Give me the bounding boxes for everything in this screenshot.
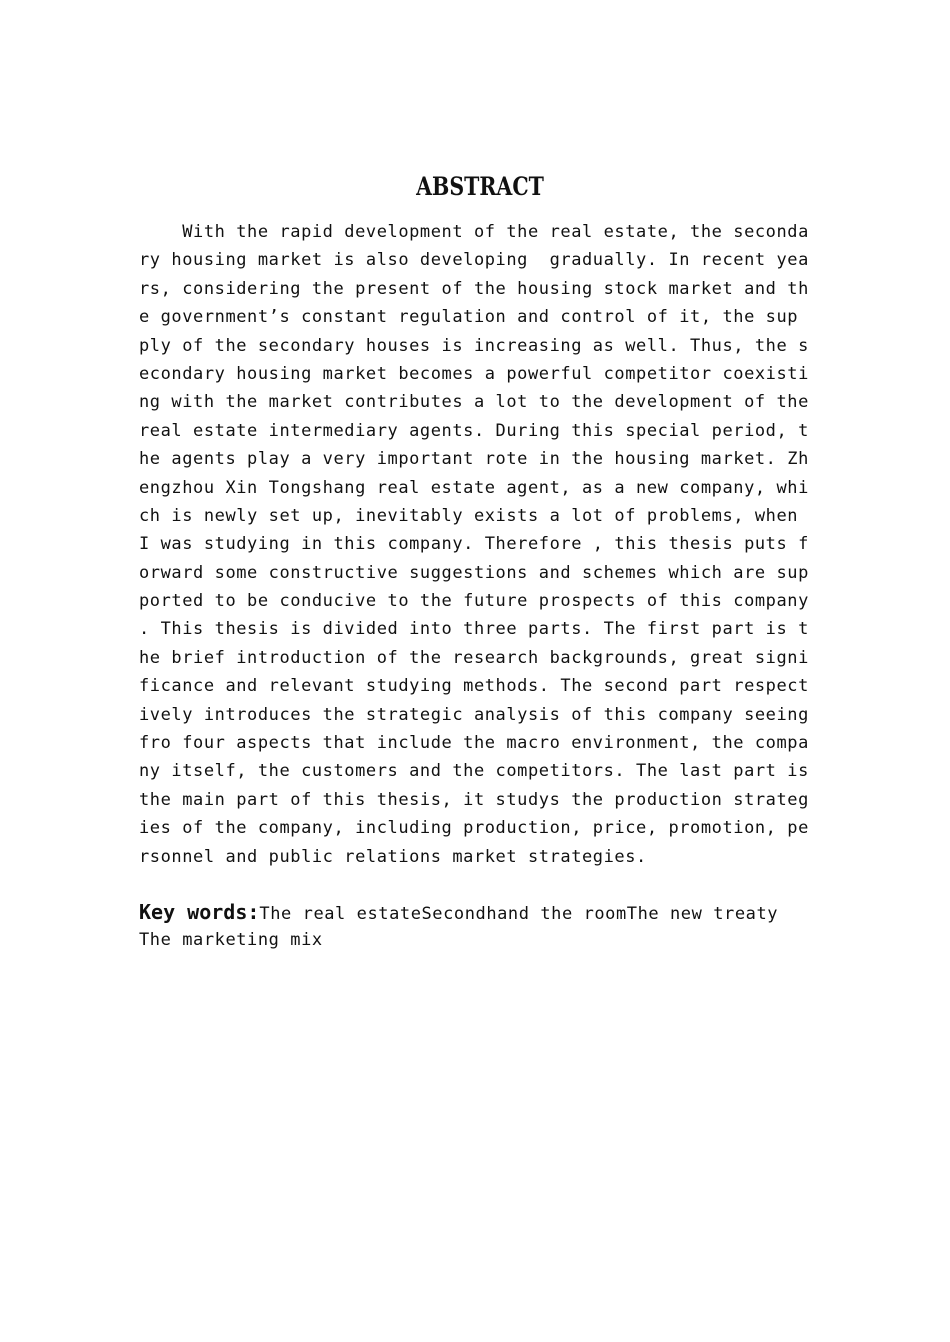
abstract-line: With the rapid development of the real estate, the seconda (139, 222, 809, 242)
abstract-line: rs, considering the present of the housing stock market and th (139, 278, 809, 299)
abstract-line: ch is newly set up, inevitably exists a lot of problems, when (139, 505, 799, 526)
keywords-line-2: The marketing mix (139, 930, 323, 950)
abstract-line: the main part of this thesis, it studys the production strateg (139, 789, 809, 810)
abstract-line: ng with the market contributes a lot to the development of the (139, 392, 809, 413)
abstract-line: I was studying in this company. Therefore , this thesis puts f (139, 534, 809, 555)
abstract-title: ABSTRACT (416, 172, 544, 201)
abstract-line: ively introduces the strategic analysis of this company seeing (139, 704, 809, 725)
abstract-line: he brief introduction of the research backgrounds, great signi (139, 647, 809, 668)
abstract-line: ficance and relevant studying methods. The second part respect (139, 676, 809, 697)
keywords-label: Key words: (139, 900, 260, 924)
abstract-line: ported to be conducive to the future prospects of this company (139, 591, 809, 612)
keywords-section (139, 898, 839, 954)
abstract-line: ny itself, the customers and the competitors. The last part is (139, 761, 809, 782)
keywords-line-1 (139, 898, 839, 926)
abstract-line: orward some constructive suggestions and schemes which are sup (139, 562, 809, 583)
keywords-text: The real estateSecondhand the roomThe new treaty (259, 904, 779, 924)
abstract-line: e government’s constant regulation and control of it, the sup (139, 307, 799, 328)
abstract-line: ply of the secondary houses is increasing as well. Thus, the s (139, 335, 809, 356)
abstract-line: econdary housing market becomes a powerful competitor coexisti (139, 363, 809, 384)
abstract-line: engzhou Xin Tongshang real estate agent, as a new company, whi (139, 477, 809, 498)
abstract-line: fro four aspects that include the macro environment, the compa (139, 733, 809, 754)
abstract-line: ies of the company, including production, price, promotion, pe (139, 818, 809, 839)
abstract-line: he agents play a very important rote in the housing market. Zh (139, 449, 809, 470)
abstract-line: . This thesis is divided into three parts. The first part is t (139, 619, 809, 640)
abstract-line: rsonnel and public relations market strategies. (139, 846, 647, 867)
abstract-body (139, 218, 819, 871)
abstract-line: real estate intermediary agents. During this special period, t (139, 420, 809, 441)
abstract-line: ry housing market is also developing gradually. In recent yea (139, 250, 809, 271)
